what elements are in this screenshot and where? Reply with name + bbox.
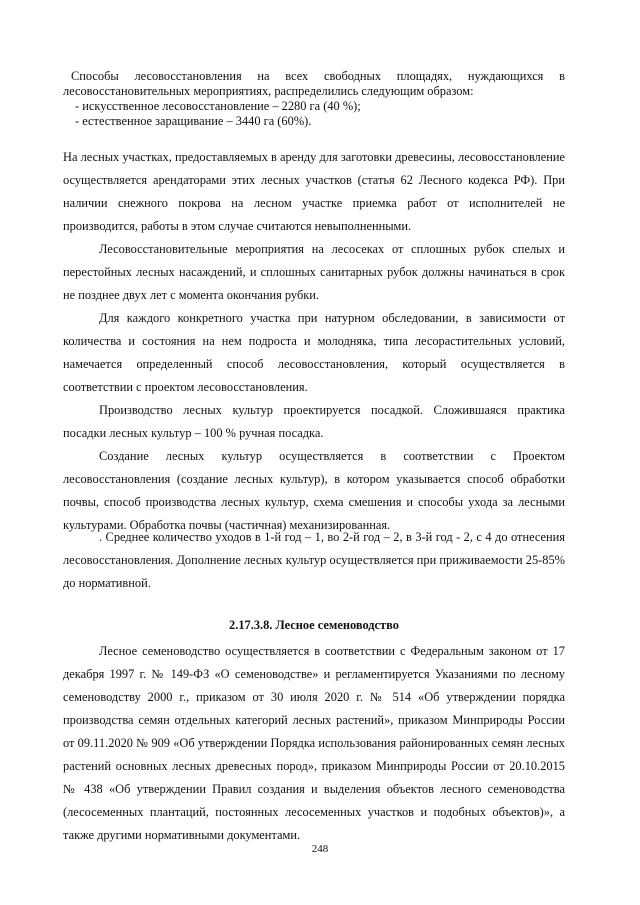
list-item-natural: - естественное заращивание – 3440 га (60%). — [75, 114, 312, 128]
section-heading: 2.17.3.8. Лесное семеноводство — [229, 618, 399, 632]
paragraph-lease: На лесных участках, предоставляемых в аренду для заготовки древесины, лесовосстановление осуществляется арендаторами этих лесных участков (статья 62 Лесного кодекса РФ). При наличии снежного покрова на лесном участке приемка работ от исполнителей не производится, работы в этом случае считаются невыполненными. — [63, 150, 565, 233]
paragraph-planting: Производство лесных культур проектируется посадкой. Сложившаяся практика посадки лесных культур – 100 % ручная посадка. — [63, 403, 565, 440]
paragraph-seed-production: Лесное семеноводство осуществляется в соответствии с Федеральным законом от 17 декабря 1997 г. № 149-ФЗ «О семеноводстве» и регламентируется Указаниями по лесному семеноводству 2000 г., приказом от 30 июля 2020 г. № 514 «Об утверждении порядка производства семян отдельных категорий лесных растений», приказом Минприроды России от 09.11.2020 № 909 «Об утверждении Порядка использования районированных семян лесных растений основных лесных древесных пород», приказом Минприроды России от 20.10.2015 № 438 «Об утверждении Правил создания и выделения объектов лесного семеноводства (лесосеменных плантаций, постоянных лесосеменных участков и подобных объектов)», а также другими нормативными документами. — [63, 644, 565, 842]
paragraph-measures: Лесовосстановительные мероприятия на лесосеках от сплошных рубок спелых и перестойных лесных насаждений, и сплошных санитарных рубок должны начинаться в срок не позднее двух лет с момента окончания рубки. — [63, 242, 565, 302]
paragraph-creation: Создание лесных культур осуществляется в соответствии с Проектом лесовосстановления (создание лесных культур), в котором указывается способ обработки почвы, способ производства лесных культур, схема смешения и способы ухода за лесными культурами. Обработка почвы (частичная) механизированная. — [63, 449, 565, 532]
methods-intro: Способы лесовосстановления на всех свободных площадях, нуждающихся в лесовосстановительных мероприятиях, распределились следующим образом: — [63, 69, 565, 98]
page-number: 248 — [311, 843, 329, 855]
paragraph-survey: Для каждого конкретного участка при натурном обследовании, в зависимости от количества и состояния на нем подроста и молодняка, типа лесорастительных условий, намечается определенный способ лесовосстановления, который осуществляется в соответствии с проектом лесовосстановления. — [63, 311, 565, 394]
paragraph-care: . Среднее количество уходов в 1-й год – 1, во 2-й год – 2, в 3-й год - 2, с 4 до отнесения лесовосстановления. Дополнение лесных культур осуществляется при приживаемости 25-85% до нормативной. — [63, 530, 565, 590]
list-item-artificial: - искусственное лесовосстановление – 2280 га (40 %); — [75, 99, 361, 113]
reforestation-methods-block — [63, 69, 565, 129]
